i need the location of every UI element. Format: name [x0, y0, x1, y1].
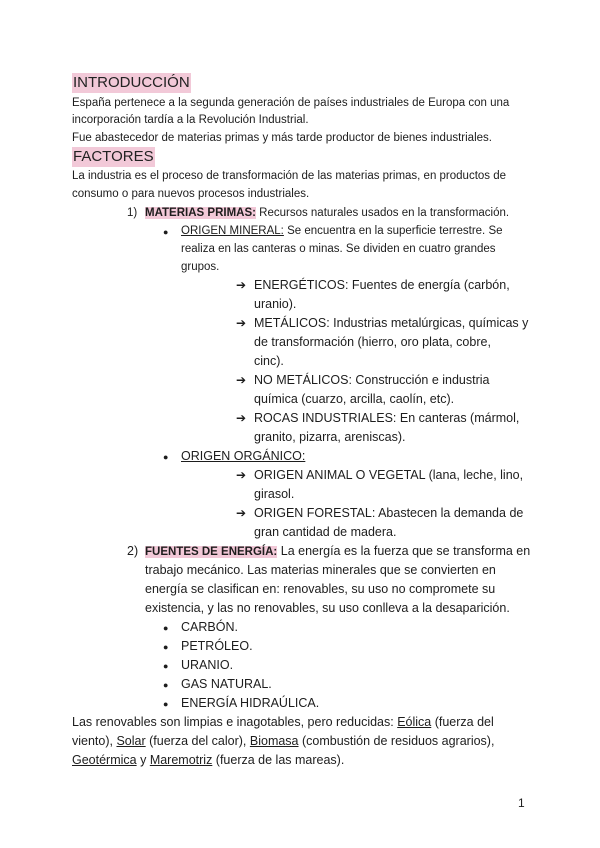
energy-source-item: URANIO.	[181, 658, 234, 672]
renovables-paragraph-line: Geotérmica y Maremotriz (fuerza de las mareas).	[72, 753, 345, 767]
materias-primas-label: MATERIAS PRIMAS:	[145, 207, 256, 219]
organico-item-animal-vegetal: ORIGEN ANIMAL O VEGETAL (lana, leche, lino,	[254, 468, 524, 482]
arrow-icon: ➔	[236, 316, 247, 330]
arrow-icon: ➔	[236, 411, 247, 425]
fuentes-energia-line: FUENTES DE ENERGÍA: La energía es la fuerza que se transforma en	[145, 544, 531, 558]
bullet-icon: ●	[163, 680, 169, 690]
section-heading-factores: FACTORES	[73, 148, 154, 165]
origen-mineral-label: ORIGEN MINERAL:	[181, 225, 284, 237]
arrow-icon: ➔	[236, 468, 247, 482]
bullet-icon: ●	[163, 452, 169, 462]
energy-source-item: ENERGÍA HIDRAÚLICA.	[181, 696, 320, 710]
materias-primas-line	[145, 204, 509, 223]
arrow-icon: ➔	[236, 373, 247, 387]
mineral-item-energeticos: uranio).	[254, 297, 297, 311]
mineral-item-energeticos: ENERGÉTICOS: Fuentes de energía (carbón,	[254, 278, 510, 292]
materias-primas-text: Recursos naturales usados en la transformación.	[255, 207, 510, 219]
intro-paragraph-line: Fue abastecedor de materias primas y más tarde productor de bienes industriales.	[72, 132, 492, 144]
origen-organico-label: ORIGEN ORGÁNICO:	[181, 449, 306, 463]
mineral-item-no-metalicos: NO METÁLICOS: Construcción e industria	[254, 373, 490, 387]
energy-source-item: CARBÓN.	[181, 620, 238, 634]
factores-paragraph-line: consumo o para nuevos procesos industriales.	[72, 188, 310, 200]
mineral-item-metalicos: de transformación (hierro, oro plata, cobre,	[254, 335, 491, 349]
energy-source-item: GAS NATURAL.	[181, 677, 272, 691]
term-solar: Solar	[116, 734, 146, 748]
term-eolica: Eólica	[397, 715, 432, 729]
bullet-icon: ●	[163, 661, 169, 671]
renovables-paragraph-line: viento), Solar (fuerza del calor), Biomasa (combustión de residuos agrarios),	[72, 734, 495, 748]
bullet-icon: ●	[163, 623, 169, 633]
section-heading-introduccion: INTRODUCCIÓN	[73, 74, 190, 91]
mineral-item-metalicos: cinc).	[254, 354, 284, 368]
factores-paragraph-line: La industria es el proceso de transformación de las materias primas, en productos de	[72, 170, 507, 182]
intro-paragraph-line: España pertenece a la segunda generación de países industriales de Europa con una	[72, 97, 510, 109]
renovables-paragraph-line: Las renovables son limpias e inagotables, pero reducidas: Eólica (fuerza del	[72, 715, 494, 729]
intro-paragraph-line: incorporación tardía a la Revolución Industrial.	[72, 114, 309, 126]
list-number: 1)	[127, 207, 138, 219]
mineral-item-rocas: ROCAS INDUSTRIALES: En canteras (mármol,	[254, 411, 520, 425]
organico-item-animal-vegetal: girasol.	[254, 487, 295, 501]
mineral-item-metalicos: METÁLICOS: Industrias metalúrgicas, químicas y	[254, 316, 529, 330]
page-number: 1	[518, 796, 525, 810]
fuentes-energia-label: FUENTES DE ENERGÍA:	[145, 546, 278, 558]
bullet-icon: ●	[163, 699, 169, 709]
organico-item-forestal: ORIGEN FORESTAL: Abastecen la demanda de	[254, 506, 524, 520]
origen-mineral-line: realiza en las canteras o minas. Se dividen en cuatro grandes	[181, 243, 496, 255]
bullet-icon: ●	[163, 227, 169, 237]
fuentes-energia-line: energía se clasifican en: renovables, su uso no compromete su	[145, 582, 496, 596]
list-number: 2)	[127, 544, 139, 558]
mineral-item-rocas: granito, pizarra, areniscas).	[254, 430, 406, 444]
term-maremotriz: Maremotriz	[149, 753, 213, 767]
arrow-icon: ➔	[236, 506, 247, 520]
fuentes-energia-line: existencia, y las no renovables, su uso conlleva a la desaparición.	[145, 601, 510, 615]
term-biomasa: Biomasa	[249, 734, 299, 748]
origen-mineral-line: grupos.	[181, 261, 220, 273]
energy-source-item: PETRÓLEO.	[181, 639, 253, 653]
mineral-item-no-metalicos: química (cuarzo, arcilla, caolín, etc).	[254, 392, 455, 406]
term-geotermica: Geotérmica	[72, 753, 137, 767]
origen-mineral-line: ORIGEN MINERAL: Se encuentra en la superficie terrestre. Se	[181, 225, 503, 237]
bullet-icon: ●	[163, 642, 169, 652]
organico-item-forestal: gran cantidad de madera.	[254, 525, 397, 539]
arrow-icon: ➔	[236, 278, 247, 292]
fuentes-energia-line: trabajo mecánico. Las materias minerales que se convierten en	[145, 563, 496, 577]
